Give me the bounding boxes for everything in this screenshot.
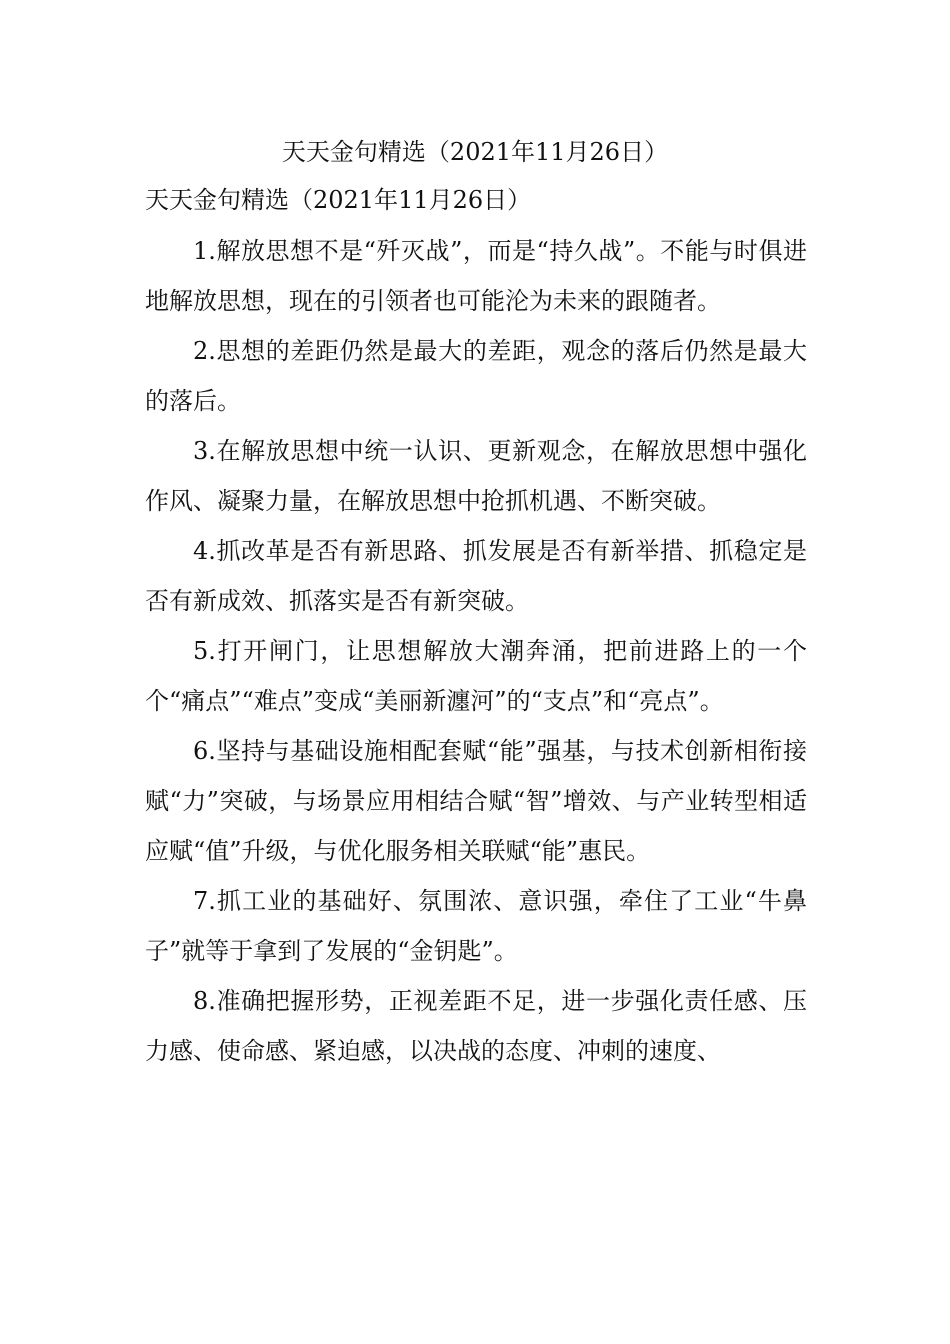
quote-item-4: 4.抓改革是否有新思路、抓发展是否有新举措、抓稳定是否有新成效、抓落实是否有新突破。 [145, 537, 807, 615]
document-subtitle: 天天金句精选（2021年11月26日） [145, 186, 532, 214]
quote-list [145, 226, 807, 1076]
quote-item-6: 6.坚持与基础设施相配套赋“能”强基，与技术创新相衔接赋“力”突破，与场景应用相结合赋“智”增效、与产业转型相适应赋“值”升级，与优化服务相关联赋“能”惠民。 [145, 737, 807, 865]
quote-item-7: 7.抓工业的基础好、氛围浓、意识强，牵住了工业“牛鼻子”就等于拿到了发展的“金钥匙”。 [145, 887, 807, 965]
quote-item-2: 2.思想的差距仍然是最大的差距，观念的落后仍然是最大的落后。 [145, 337, 807, 415]
quote-item-3: 3.在解放思想中统一认识、更新观念，在解放思想中强化作风、凝聚力量，在解放思想中抢抓机遇、不断突破。 [145, 437, 807, 515]
quote-item-8: 8.准确把握形势，正视差距不足，进一步强化责任感、压力感、使命感、紧迫感，以决战的态度、冲刺的速度、 [145, 987, 807, 1065]
quote-item-5: 5.打开闸门，让思想解放大潮奔涌，把前进路上的一个个“痛点”“难点”变成“美丽新瀍河”的“支点”和“亮点”。 [145, 637, 807, 715]
quote-item-1: 1.解放思想不是“歼灭战”，而是“持久战”。不能与时俱进地解放思想，现在的引领者也可能沦为未来的跟随者。 [145, 237, 807, 315]
document-title: 天天金句精选（2021年11月26日） [281, 138, 669, 166]
